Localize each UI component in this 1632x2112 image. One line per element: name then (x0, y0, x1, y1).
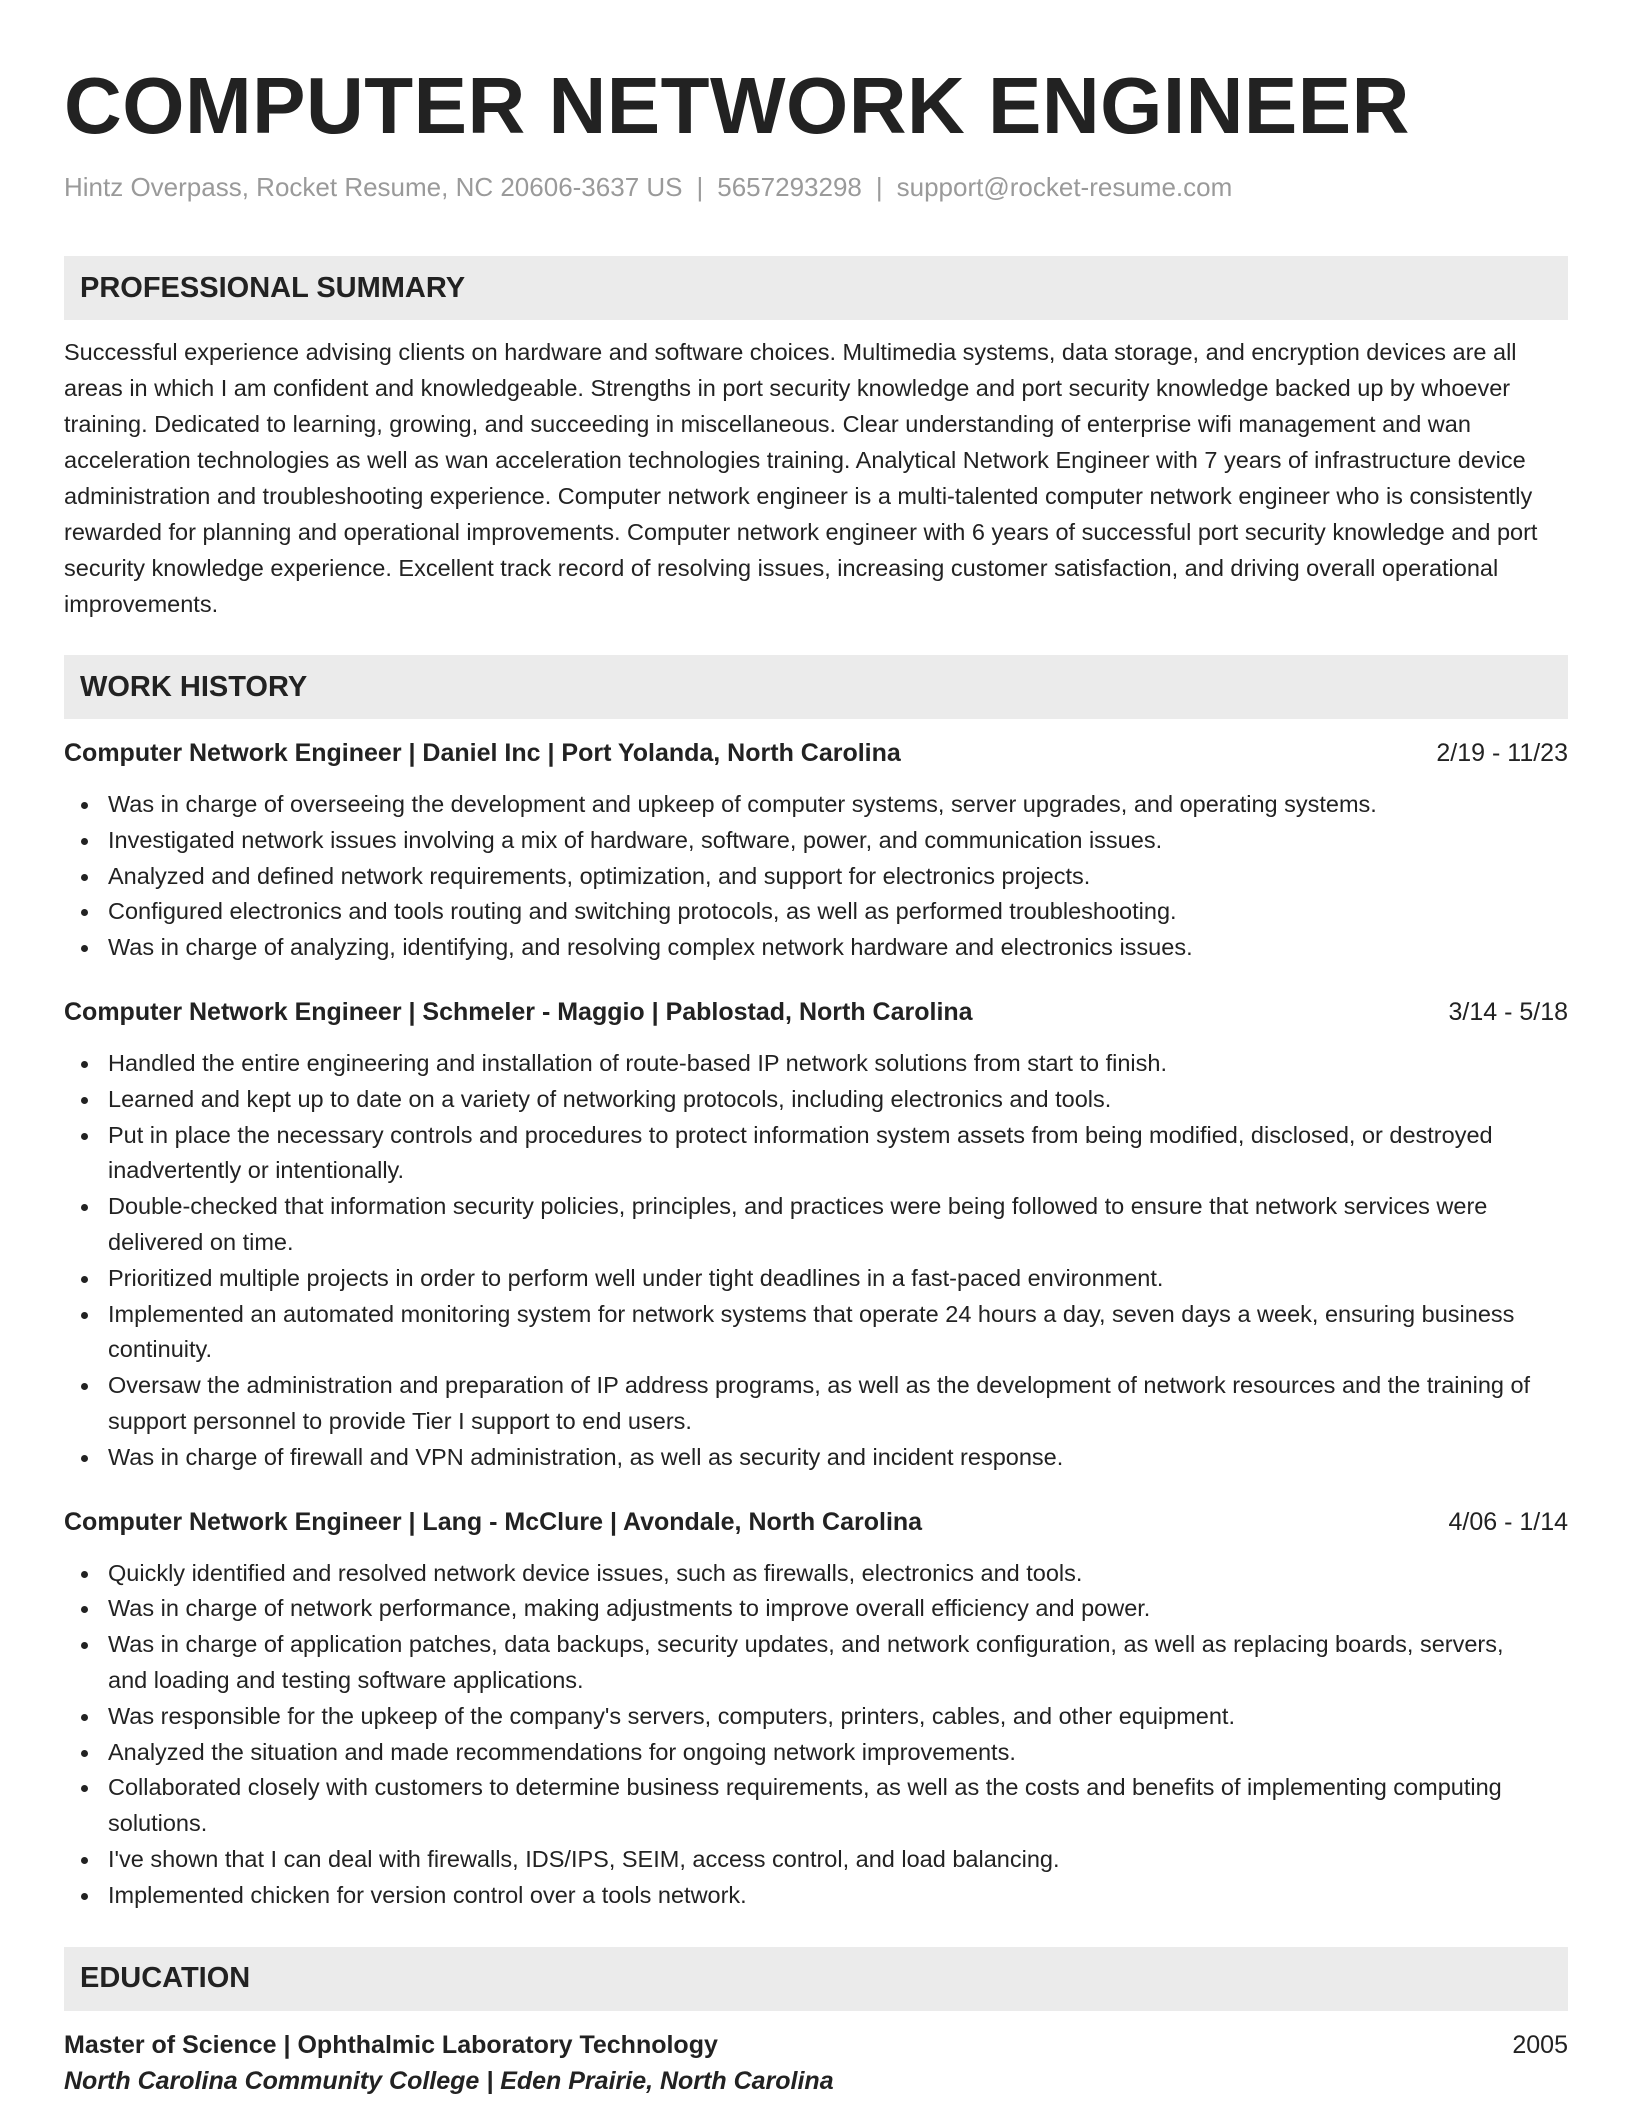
job-bullet: Oversaw the administration and preparation of IP address programs, as well as the development of network resources and the training of support personnel to provide Tier I support to end users. (108, 1368, 1568, 1440)
job-bullet: Was in charge of overseeing the development and upkeep of computer systems, server upgrades, and operating systems. (108, 787, 1568, 823)
job-bullet: Double-checked that information security policies, principles, and practices were being followed to ensure that network services were delivered on time. (108, 1189, 1568, 1261)
work-history-list (64, 735, 1568, 1914)
section-header-work-history: WORK HISTORY (64, 655, 1568, 719)
job-bullet: Was in charge of firewall and VPN administration, as well as security and incident response. (108, 1440, 1568, 1476)
contact-address: Hintz Overpass, Rocket Resume, NC 20606-3637 US (64, 172, 683, 202)
job-entry (64, 1504, 1568, 1914)
job-bullet-list (64, 787, 1568, 966)
contact-line (64, 170, 1568, 204)
job-bullet: Analyzed the situation and made recommendations for ongoing network improvements. (108, 1735, 1568, 1771)
job-bullet: Quickly identified and resolved network device issues, such as firewalls, electronics and tools. (108, 1556, 1568, 1592)
job-entry (64, 994, 1568, 1476)
job-title: Computer Network Engineer | Daniel Inc | Port Yolanda, North Carolina (64, 739, 901, 767)
job-header (64, 1504, 1568, 1540)
job-bullet: Handled the entire engineering and installation of route-based IP network solutions from start to finish. (108, 1046, 1568, 1082)
job-header (64, 735, 1568, 771)
job-bullet: Analyzed and defined network requirements, optimization, and support for electronics projects. (108, 859, 1568, 895)
job-bullet: Was in charge of network performance, making adjustments to improve overall efficiency and power. (108, 1591, 1568, 1627)
job-bullet-list (64, 1556, 1568, 1914)
summary-text: Successful experience advising clients on hardware and software choices. Multimedia systems, data storage, and encryption devices are all areas in which I am confident and knowledgeable. Strengths in port security knowledge and port security knowledge backed up by whoever training. Dedicated to learning, growing, and succeeding in miscellaneous. Clear understanding of enterprise wifi management and wan acceleration technologies as well as wan acceleration technologies training. Analytical Network Engineer with 7 years of infrastructure device administration and troubleshooting experience. Computer network engineer is a multi-talented computer network engineer who is consistently rewarded for planning and operational improvements. Computer network engineer with 6 years of successful port security knowledge and port security knowledge experience. Excellent track record of resolving issues, increasing customer satisfaction, and driving overall operational improvements. (64, 339, 1538, 617)
job-bullet: Put in place the necessary controls and procedures to protect information system assets from being modified, disclosed, or destroyed inadvertently or intentionally. (108, 1118, 1568, 1190)
job-bullet: Was in charge of analyzing, identifying, and resolving complex network hardware and electronics issues. (108, 930, 1568, 966)
job-dates: 3/14 - 5/18 (1448, 997, 1568, 1026)
contact-separator: | (696, 172, 704, 202)
education-entry (64, 2027, 1568, 2063)
job-bullet: Was in charge of application patches, data backups, security updates, and network configuration, as well as replacing boards, servers, and loading and testing software applications. (108, 1627, 1568, 1699)
job-bullet: I've shown that I can deal with firewalls, IDS/IPS, SEIM, access control, and load balancing. (108, 1842, 1568, 1878)
resume-page (64, 58, 1568, 2099)
job-bullet: Investigated network issues involving a mix of hardware, software, power, and communication issues. (108, 823, 1568, 859)
job-title: Computer Network Engineer | Lang - McClure | Avondale, North Carolina (64, 1507, 923, 1536)
job-bullet: Was responsible for the upkeep of the company's servers, computers, printers, cables, and other equipment. (108, 1699, 1568, 1735)
job-bullet-list (64, 1046, 1568, 1476)
job-entry (64, 735, 1568, 966)
contact-phone: 5657293298 (717, 172, 862, 202)
job-bullet: Prioritized multiple projects in order to perform well under tight deadlines in a fast-paced environment. (108, 1261, 1568, 1297)
job-header (64, 994, 1568, 1030)
education-degree: Master of Science | Ophthalmic Laboratory Technology (64, 2030, 718, 2059)
job-bullet: Learned and kept up to date on a variety of networking protocols, including electronics and tools. (108, 1082, 1568, 1118)
education-year: 2005 (1512, 2030, 1568, 2059)
job-dates: 4/06 - 1/14 (1448, 1507, 1568, 1536)
job-title: Computer Network Engineer | Schmeler - Maggio | Pablostad, North Carolina (64, 997, 973, 1026)
contact-email: support@rocket-resume.com (896, 172, 1233, 202)
contact-separator: | (875, 172, 883, 202)
education-school: North Carolina Community College | Eden Prairie, North Carolina (64, 2066, 834, 2095)
section-header-summary: PROFESSIONAL SUMMARY (64, 256, 1568, 320)
section-header-education: EDUCATION (64, 1947, 1568, 2011)
job-bullet: Implemented chicken for version control over a tools network. (108, 1878, 1568, 1914)
job-bullet: Configured electronics and tools routing and switching protocols, as well as performed troubleshooting. (108, 894, 1568, 930)
candidate-title: COMPUTER NETWORK ENGINEER (64, 61, 1410, 150)
job-bullet: Collaborated closely with customers to determine business requirements, as well as the costs and benefits of implementing computing solutions. (108, 1770, 1568, 1842)
job-dates: 2/19 - 11/23 (1436, 739, 1568, 767)
job-bullet: Implemented an automated monitoring system for network systems that operate 24 hours a day, seven days a week, ensuring business continuity. (108, 1297, 1568, 1369)
